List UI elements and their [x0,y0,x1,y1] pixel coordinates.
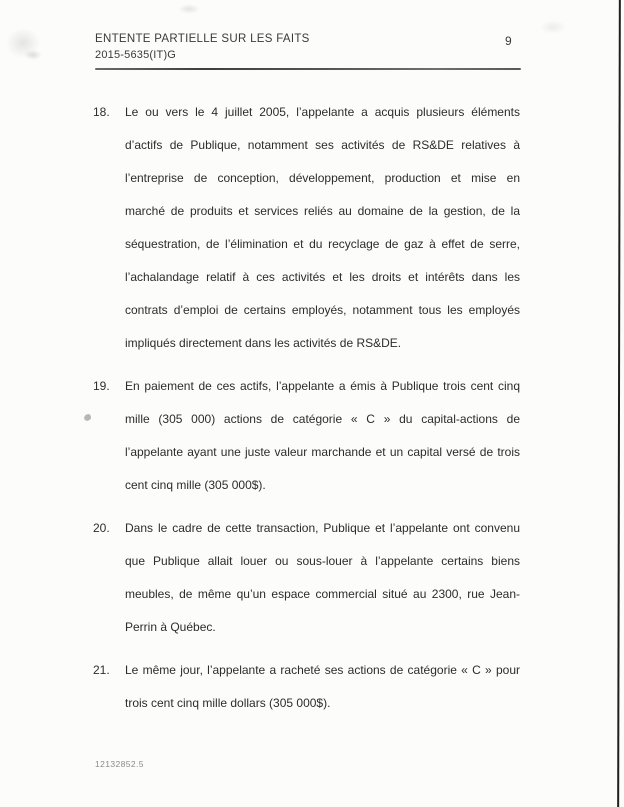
paragraph-line: Le ou vers le 4 juillet 2005, l’appelante a acquis plusieurs éléments [125,105,520,119]
paragraph-line: En paiement de ces actifs, l’appelante a émis à Publique trois cent cinq [125,379,520,393]
paragraph-line: Le même jour, l’appelante a racheté ses actions de catégorie « C » pour [125,663,520,677]
paragraph-line: d’actifs de Publique, notamment ses activités de RS&DE relatives à [125,138,520,152]
paragraph-line: contrats d’emploi de certains employés, notamment tous les employés [125,303,520,317]
paragraph-text [125,654,520,720]
paragraph-line: impliqués directement dans les activités de RS&DE. [125,336,402,350]
paragraph-number: 21. [93,663,110,677]
paragraph-line: Perrin à Québec. [125,620,216,634]
scan-smudge [24,50,42,60]
scan-smudge [6,28,40,58]
scan-smudge [83,413,92,421]
court-docket-number: 2015-5635(IT)G [95,49,177,61]
paragraph-line: Dans le cadre de cette transaction, Publique et l’appelante ont convenu [125,521,520,535]
paragraph-line: cent cinq mille (305 000$). [125,478,266,492]
page-header [95,32,525,63]
paragraph-number: 19. [93,379,110,393]
paragraph-line: séquestration, de l’élimination et du recyclage de gaz à effet de serre, [125,237,520,251]
paragraph-text [125,96,520,360]
paragraph-item [93,654,520,720]
paragraph-line: l’achalandage relatif à ces activités et les droits et intérêts dans les [125,270,520,284]
paragraph-number: 18. [93,105,110,119]
header-divider [95,68,521,70]
scan-smudge [178,4,200,14]
paragraph-list [93,96,520,730]
paragraph-line: trois cent cinq mille dollars (305 000$). [125,696,331,710]
paragraph-line: l’appelante ayant une juste valeur marchande et un capital versé de trois [125,445,520,459]
scan-smudge [540,20,566,34]
scan-page-edge-line [617,0,621,807]
paragraph-line: mille (305 000) actions de catégorie « C » du capital-actions de [125,412,520,426]
paragraph-text [125,512,520,644]
paragraph-line: meubles, de même qu’un espace commercial situé au 2300, rue Jean- [125,587,520,601]
paragraph-item [93,96,520,360]
paragraph-item [93,370,520,502]
document-title: ENTENTE PARTIELLE SUR LES FAITS [95,33,310,45]
paragraph-number: 20. [93,521,110,535]
page-number: 9 [505,34,512,48]
paragraph-line: que Publique allait louer ou sous-louer à l’appelante certains biens [125,554,520,568]
paragraph-line: l’entreprise de conception, développement, production et mise en [125,171,520,185]
paragraph-item [93,512,520,644]
footer-document-id: 12132852.5 [95,759,144,769]
paragraph-text [125,370,520,502]
paragraph-line: marché de produits et services reliés au domaine de la gestion, de la [125,204,520,218]
